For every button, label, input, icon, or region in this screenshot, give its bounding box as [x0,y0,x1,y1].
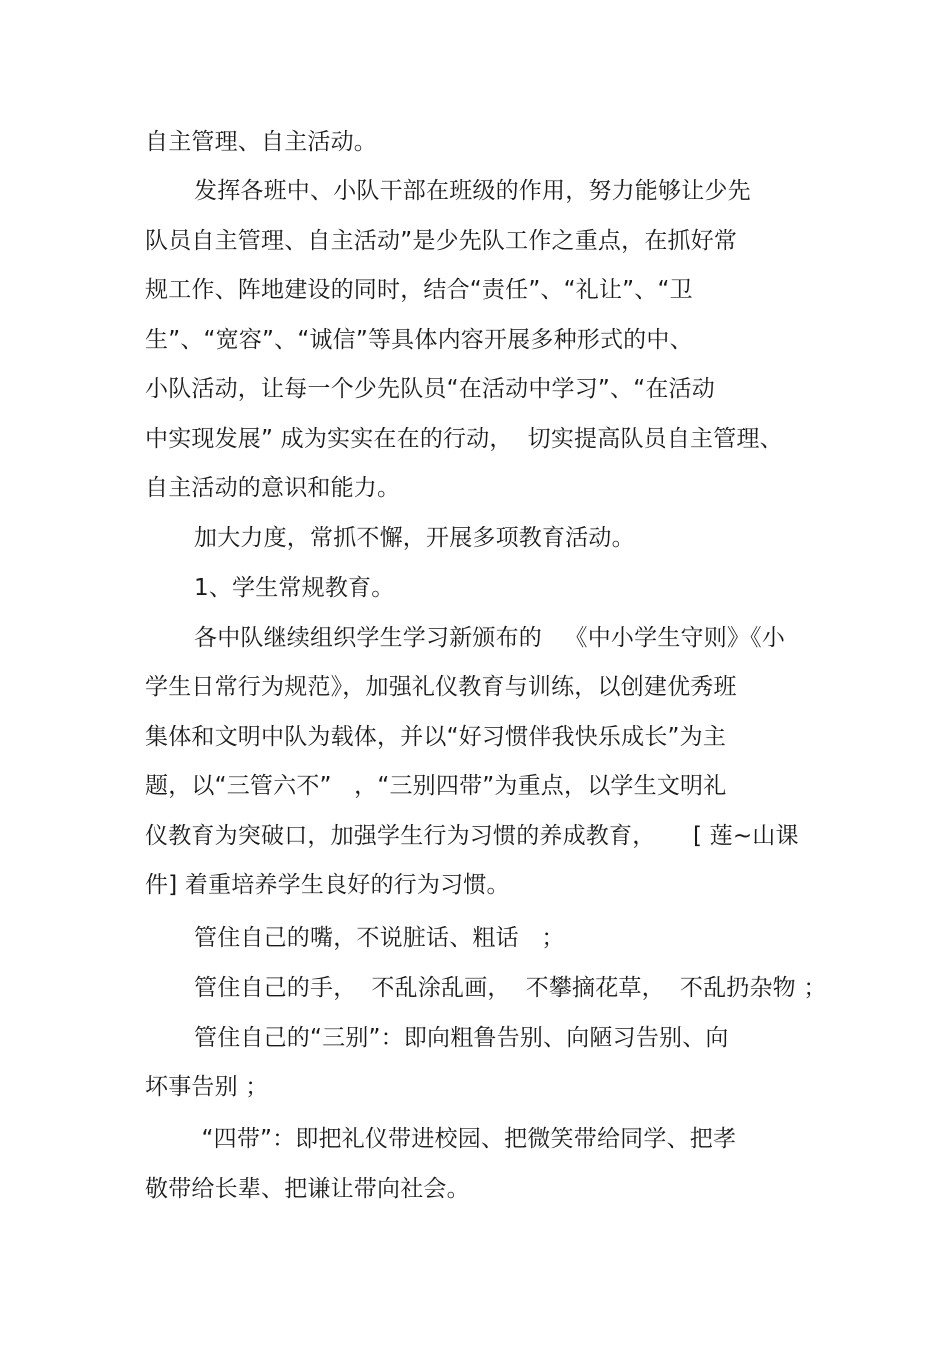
text-line: 学生日常行为规范》，加强礼仪教育与训练，以创建优秀班 [145,674,737,700]
paragraph-start-line: “四带”：即把礼仪带进校园、把微笑带给同学、把孝 [194,1126,737,1152]
paragraph-start-line: 管住自己的“三别”：即向粗鲁告别、向陋习告别、向 [194,1025,729,1051]
text-line: 仪教育为突破口，加强学生行为习惯的养成教育， [ 莲~山课 [145,823,799,849]
paragraph-start-line: 发挥各班中、小队干部在班级的作用，努力能够让少先 [194,178,751,204]
section-heading: 1、学生常规教育。 [194,575,395,601]
paragraph-start-line: 管住自己的手， 不乱涂乱画， 不攀摘花草， 不乱扔杂物 ； [194,975,827,1001]
paragraph-start-line: 加大力度，常抓不懈，开展多项教育活动。 [194,525,635,551]
text-line: 敬带给长辈、把谦让带向社会。 [145,1176,470,1202]
paragraph-start-line: 各中队继续组织学生学习新颁布的 《中小学生守则》《小 [194,625,786,651]
text-line: 自主管理、自主活动。 [145,129,377,155]
text-line: 题，以“三管六不” ，“三别四带”为重点，以学生文明礼 [145,773,727,799]
text-line: 规工作、阵地建设的同时，结合“责任”、“礼让”、“卫 [145,277,693,303]
text-line: 坏事告别 ； [145,1074,269,1100]
text-line: 中实现发展” 成为实实在在的行动， 切实提高队员自主管理、 [145,426,783,452]
text-line: 自主活动的意识和能力。 [145,475,401,501]
text-line: 集体和文明中队为载体，并以“好习惯伴我快乐成长”为主 [145,724,727,750]
paragraph-start-line: 管住自己的嘴，不说脏话、粗话 ； [194,925,565,951]
text-line: 队员自主管理、自主活动”是少先队工作之重点，在抓好常 [145,228,738,254]
text-line: 件] 着重培养学生良好的行为习惯。 [145,872,510,898]
text-line: 生”、“宽容”、“诚信”等具体内容开展多种形式的中、 [145,327,693,353]
text-line: 小队活动，让每一个少先队员“在活动中学习”、“在活动 [145,376,715,402]
